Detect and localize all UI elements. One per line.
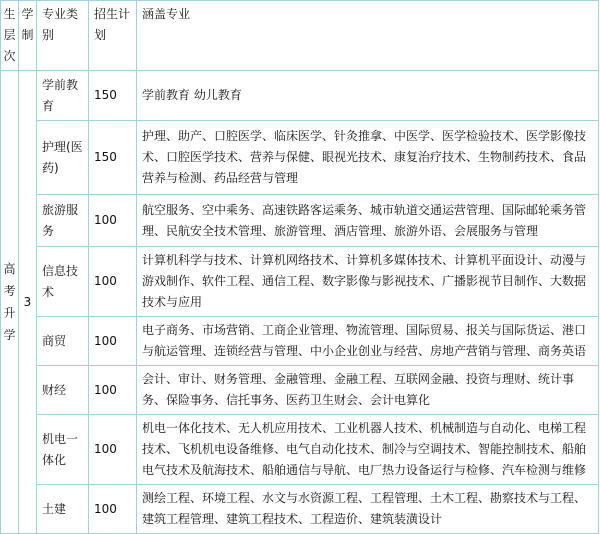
table-row bbox=[1, 121, 599, 195]
category-cell: 土建 bbox=[37, 485, 89, 534]
category-cell: 旅游服务 bbox=[37, 195, 89, 247]
covered-cell: 电子商务、市场营销、工商企业管理、物流管理、国际贸易、报关与国际货运、港口与航运管理、连锁经营与管理、中小企业创业与经营、房地产营销与管理、商务英语 bbox=[137, 317, 599, 366]
quota-cell: 100 bbox=[89, 195, 137, 247]
covered-cell: 计算机科学与技术、计算机网络技术、计算机多媒体技术、计算机平面设计、动漫与游戏制作、软件工程、通信工程、数字影像与影视技术、广播影视节目制作、大数据技术与应用 bbox=[137, 247, 599, 317]
table-row bbox=[1, 71, 599, 121]
level-cell bbox=[1, 71, 19, 534]
quota-cell: 150 bbox=[89, 121, 137, 195]
quota-cell: 100 bbox=[89, 485, 137, 534]
covered-cell: 测绘工程、环境工程、水文与水资源工程、工程管理、土木工程、勘察技术与工程、建筑工程管理、建筑工程技术、工程造价、建筑装潢设计 bbox=[137, 485, 599, 534]
table-row bbox=[1, 195, 599, 247]
header-level: 生层次 bbox=[1, 1, 19, 71]
table-row bbox=[1, 317, 599, 366]
table-row bbox=[1, 415, 599, 485]
quota-cell: 150 bbox=[89, 71, 137, 121]
table-row bbox=[1, 366, 599, 415]
category-cell: 学前教育 bbox=[37, 71, 89, 121]
covered-cell: 护理、助产、口腔医学、临床医学、针灸推拿、中医学、医学检验技术、医学影像技术、口腔医学技术、营养与保健、眼视光技术、康复治疗技术、生物制药技术、食品营养与检测、药品经营与管理 bbox=[137, 121, 599, 195]
covered-cell: 会计、审计、财务管理、金融管理、金融工程、互联网金融、投资与理财、统计事务、保险事务、信托事务、医药卫生财会、会计电算化 bbox=[137, 366, 599, 415]
level-char: 升 bbox=[3, 306, 16, 320]
table-row bbox=[1, 247, 599, 317]
quota-cell: 100 bbox=[89, 415, 137, 485]
quota-cell: 100 bbox=[89, 247, 137, 317]
duration-cell: 3 bbox=[19, 71, 37, 534]
quota-cell: 100 bbox=[89, 317, 137, 366]
covered-cell: 机电一体化技术、无人机应用技术、工业机器人技术、机械制造与自动化、电梯工程技术、飞机机电设备维修、电气自动化技术、制冷与空调技术、智能控制技术、船舶电气技术及航海技术、船舶通信与导航、电厂热力设备运行与检修、汽车检测与维修 bbox=[137, 415, 599, 485]
header-quota: 招生计划 bbox=[89, 1, 137, 71]
category-cell: 护理(医药) bbox=[37, 121, 89, 195]
level-char: 高 bbox=[3, 262, 16, 276]
table-header-row bbox=[1, 1, 599, 71]
covered-cell: 学前教育 幼儿教育 bbox=[137, 71, 599, 121]
header-duration: 学制 bbox=[19, 1, 37, 71]
category-cell: 机电一体化 bbox=[37, 415, 89, 485]
category-cell: 财经 bbox=[37, 366, 89, 415]
category-cell: 商贸 bbox=[37, 317, 89, 366]
table-row bbox=[1, 485, 599, 534]
quota-cell: 100 bbox=[89, 366, 137, 415]
level-char: 学 bbox=[3, 328, 16, 342]
covered-cell: 航空服务、空中乘务、高速铁路客运乘务、城市轨道交通运营管理、国际邮轮乘务管理、民航安全技术管理、旅游管理、酒店管理、旅游外语、会展服务与管理 bbox=[137, 195, 599, 247]
category-cell: 信息技术 bbox=[37, 247, 89, 317]
header-covered: 涵盖专业 bbox=[137, 1, 599, 71]
header-major-category: 专业类别 bbox=[37, 1, 89, 71]
level-char: 考 bbox=[3, 284, 16, 298]
